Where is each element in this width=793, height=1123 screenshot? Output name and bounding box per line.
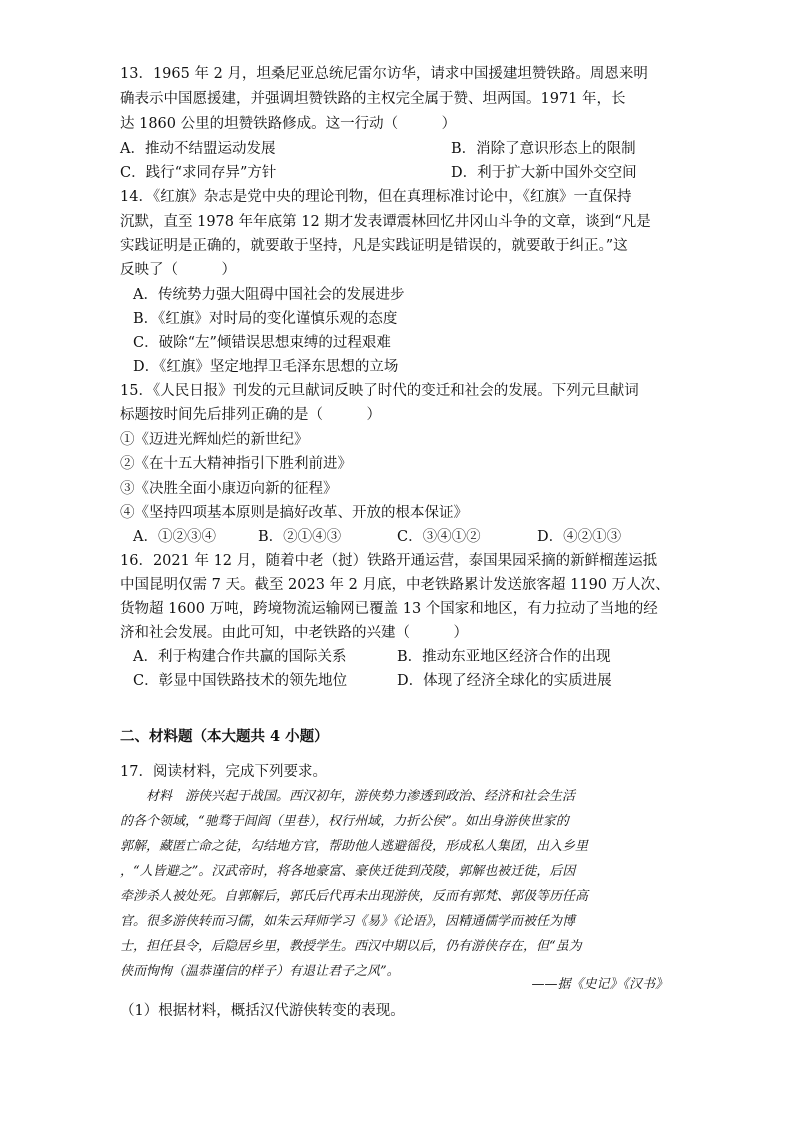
q15-option-c[interactable]: C．③④①②	[397, 529, 481, 545]
q16-stem-line-1: 16．2021 年 12 月，随着中老（挝）铁路开通运营，泰国果园采摘的新鲜榴莲运抵	[120, 553, 658, 569]
q17-material-line-2: 的各个领域，“驰骛于闾阎（里巷），权行州域，力折公侯”。如出身游侠世家的	[120, 814, 569, 829]
q17-material-line-1: 材料 游侠兴起于战国。西汉初年，游侠势力渗透到政治、经济和社会生活	[120, 789, 576, 804]
q13-stem-line-1: 13．1965 年 2 月，坦桑尼亚总统尼雷尔访华，请求中国援建坦赞铁路。周恩来明	[120, 66, 648, 82]
q15-option-b[interactable]: B．②①④③	[258, 529, 342, 545]
q15-item-2: ②《在十五大精神指引下胜利前进》	[120, 456, 352, 472]
q17-material-line-6: 官。很多游侠转而习儒，如朱云拜师学习《易》《论语》，因精通儒学而被任为博	[120, 914, 576, 929]
q15-stem-line-1: 15．《人民日报》刊发的元旦献词反映了时代的变迁和社会的发展。下列元旦献词	[120, 383, 639, 399]
q14-stem-line-1: 14．《红旗》杂志是党中央的理论刊物，但在真理标准讨论中，《红旗》一直保持	[120, 189, 632, 205]
q14-option-c[interactable]: C．破除“左”倾错误思想束缚的过程艰难	[133, 335, 391, 351]
q14-stem-line-2: 沉默，直至 1978 年年底第 12 期才发表谭震林回忆井冈山斗争的文章，谈到“凡是	[120, 214, 651, 230]
q17-material-line-4: ，“人皆避之”。汉武帝时，将各地豪富、豪侠迁徙到茂陵，郭解也被迁徙，后因	[120, 864, 576, 879]
q16-option-a[interactable]: A．利于构建合作共赢的国际关系	[133, 649, 347, 665]
q13-option-b[interactable]: B．消除了意识形态上的限制	[451, 141, 636, 157]
q15-item-1: ①《迈进光辉灿烂的新世纪》	[120, 432, 309, 448]
q16-stem-line-2: 中国昆明仅需 7 天。截至 2023 年 2 月底，中老铁路累计发送旅客超 1190 万人次、	[120, 577, 670, 593]
q14-option-d[interactable]: D．《红旗》坚定地捍卫毛泽东思想的立场	[133, 359, 399, 375]
q17-source: ——据《史记》《汉书》	[531, 977, 668, 992]
q17-sub-question-1: （1）根据材料，概括汉代游侠转变的表现。	[120, 1003, 405, 1019]
q15-option-d[interactable]: D．④②①③	[537, 529, 622, 545]
q13-option-c[interactable]: C．践行“求同存异”方针	[120, 165, 277, 181]
q17-prompt: 17．阅读材料，完成下列要求。	[120, 764, 327, 780]
q13-option-a[interactable]: A．推动不结盟运动发展	[120, 141, 276, 157]
q17-material-line-5: 牵涉杀人被处死。自郭解后，郭氏后代再未出现游侠，反而有郭梵、郭伋等历任高	[120, 889, 589, 904]
q13-option-d[interactable]: D．利于扩大新中国外交空间	[451, 165, 637, 181]
q16-stem-line-4: 济和社会发展。由此可知，中老铁路的兴建（ ）	[120, 625, 468, 641]
q16-option-d[interactable]: D．体现了经济全球化的实质进展	[397, 673, 612, 689]
q15-option-a[interactable]: A．①②③④	[133, 529, 216, 545]
q13-stem-line-3: 达 1860 公里的坦赞铁路修成。这一行动（ ）	[120, 116, 457, 132]
q17-material-line-8: 侠而恂恂（温恭谨信的样子）有退让君子之风”。	[120, 964, 400, 979]
q17-material-line-7: 士，担任县令，后隐居乡里，教授学生。西汉中期以后，仍有游侠存在，但“虽为	[120, 939, 582, 954]
q14-option-b[interactable]: B．《红旗》对时局的变化谨慎乐观的态度	[133, 311, 398, 327]
q16-option-b[interactable]: B．推动东亚地区经济合作的出现	[397, 649, 611, 665]
q17-material-line-3: 郭解，藏匿亡命之徒，勾结地方官，帮助他人逃避徭役，形成私人集团，出入乡里	[120, 839, 589, 854]
q15-item-3: ③《决胜全面小康迈向新的征程》	[120, 481, 338, 497]
q16-stem-line-3: 货物超 1600 万吨，跨境物流运输网已覆盖 13 个国家和地区，有力拉动了当地的经	[120, 601, 658, 617]
q15-item-4: ④《坚持四项基本原则是搞好改革、开放的根本保证》	[120, 505, 468, 521]
q14-stem-line-3: 实践证明是正确的，就要敢于坚持，凡是实践证明是错误的，就要敢于纠正。”这	[120, 238, 628, 254]
q13-stem-line-2: 确表示中国愿援建，并强调坦赞铁路的主权完全属于赞、坦两国。1971 年，长	[120, 91, 626, 107]
q14-stem-line-4: 反映了（ ）	[120, 262, 236, 278]
q14-option-a[interactable]: A．传统势力强大阻碍中国社会的发展进步	[133, 287, 405, 303]
q16-option-c[interactable]: C．彰显中国铁路技术的领先地位	[133, 673, 348, 689]
q15-stem-line-2: 标题按时间先后排列正确的是（ ）	[120, 407, 381, 423]
section-heading: 二、材料题（本大题共 4 小题）	[120, 728, 329, 745]
